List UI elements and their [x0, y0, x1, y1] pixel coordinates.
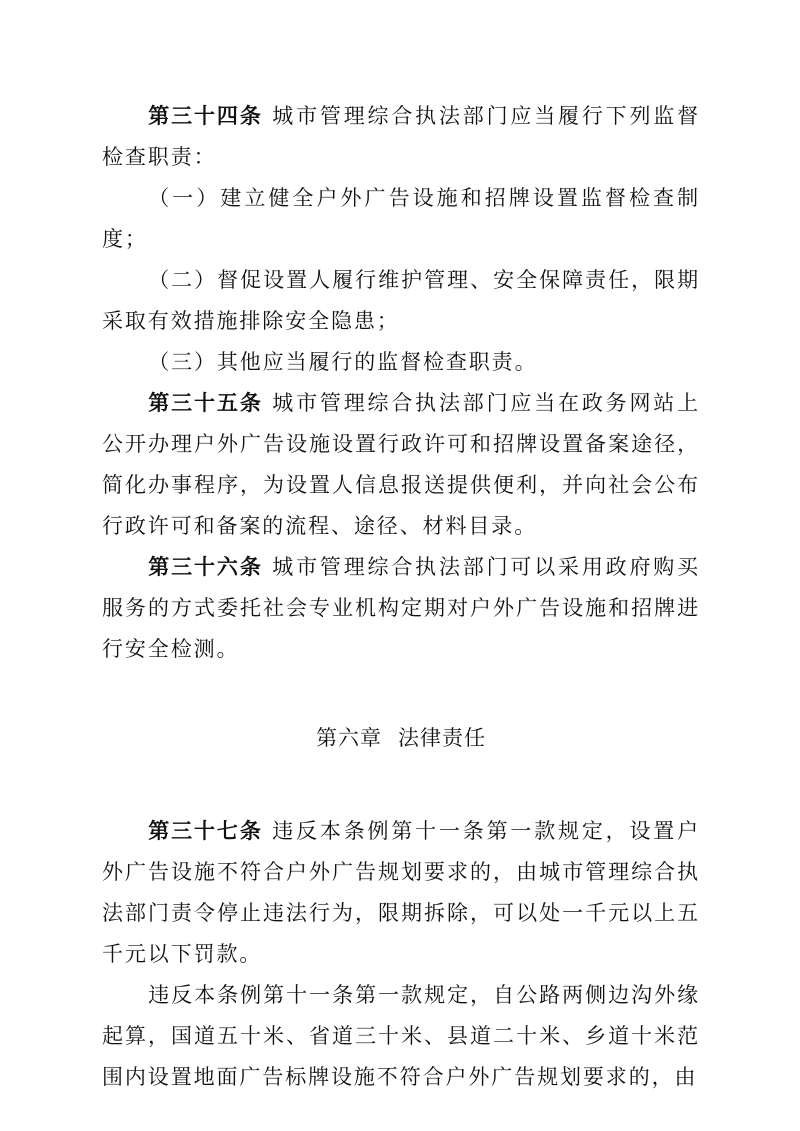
article-34-item-2: （二）督促设置人履行维护管理、安全保障责任，限期采取有效措施排除安全隐患；	[102, 268, 700, 333]
chapter-heading	[102, 718, 700, 759]
article-36-text: 城市管理综合执法部门可以采用政府购买服务的方式委托社会专业机构定期对户外广告设施和招牌进行安全检测。	[102, 555, 701, 661]
article-35-text: 城市管理综合执法部门应当在政务网站上公开办理户外广告设施设置行政许可和招牌设置备案途径，简化办事程序，为设置人信息报送提供便利，并向社会公布行政许可和备案的流程、途径、材料目录。	[102, 391, 701, 538]
chapter-number: 第六章	[316, 726, 382, 750]
article-35	[102, 383, 700, 547]
article-37-heading: 第三十七条	[148, 819, 263, 843]
chapter-title: 法律责任	[398, 726, 486, 750]
article-34-text: 城市管理综合执法部门应当履行下列监督检查职责：	[102, 104, 701, 169]
article-34-item-3: （三）其他应当履行的监督检查职责。	[148, 350, 538, 374]
article-37-text: 违反本条例第十一条第一款规定，设置户外广告设施不符合户外广告规划要求的，由城市管理综合执法部门责令停止违法行为，限期拆除，可以处一千元以上五千元以下罚款。	[102, 819, 701, 966]
article-37	[102, 811, 700, 975]
article-34-heading: 第三十四条	[148, 104, 263, 128]
article-34	[102, 96, 700, 178]
article-37-paragraph-2: 违反本条例第十一条第一款规定，自公路两侧边沟外缘起算，国道五十米、省道三十米、县道二十米、乡道十米范围内设置地面广告标牌设施不符合户外广告规划要求的，由	[102, 983, 700, 1089]
document-page	[102, 96, 700, 1098]
article-36	[102, 547, 700, 670]
article-35-heading: 第三十五条	[148, 391, 263, 415]
article-36-heading: 第三十六条	[148, 555, 263, 579]
article-34-item-1: （一）建立健全户外广告设施和招牌设置监督检查制度；	[102, 186, 700, 251]
